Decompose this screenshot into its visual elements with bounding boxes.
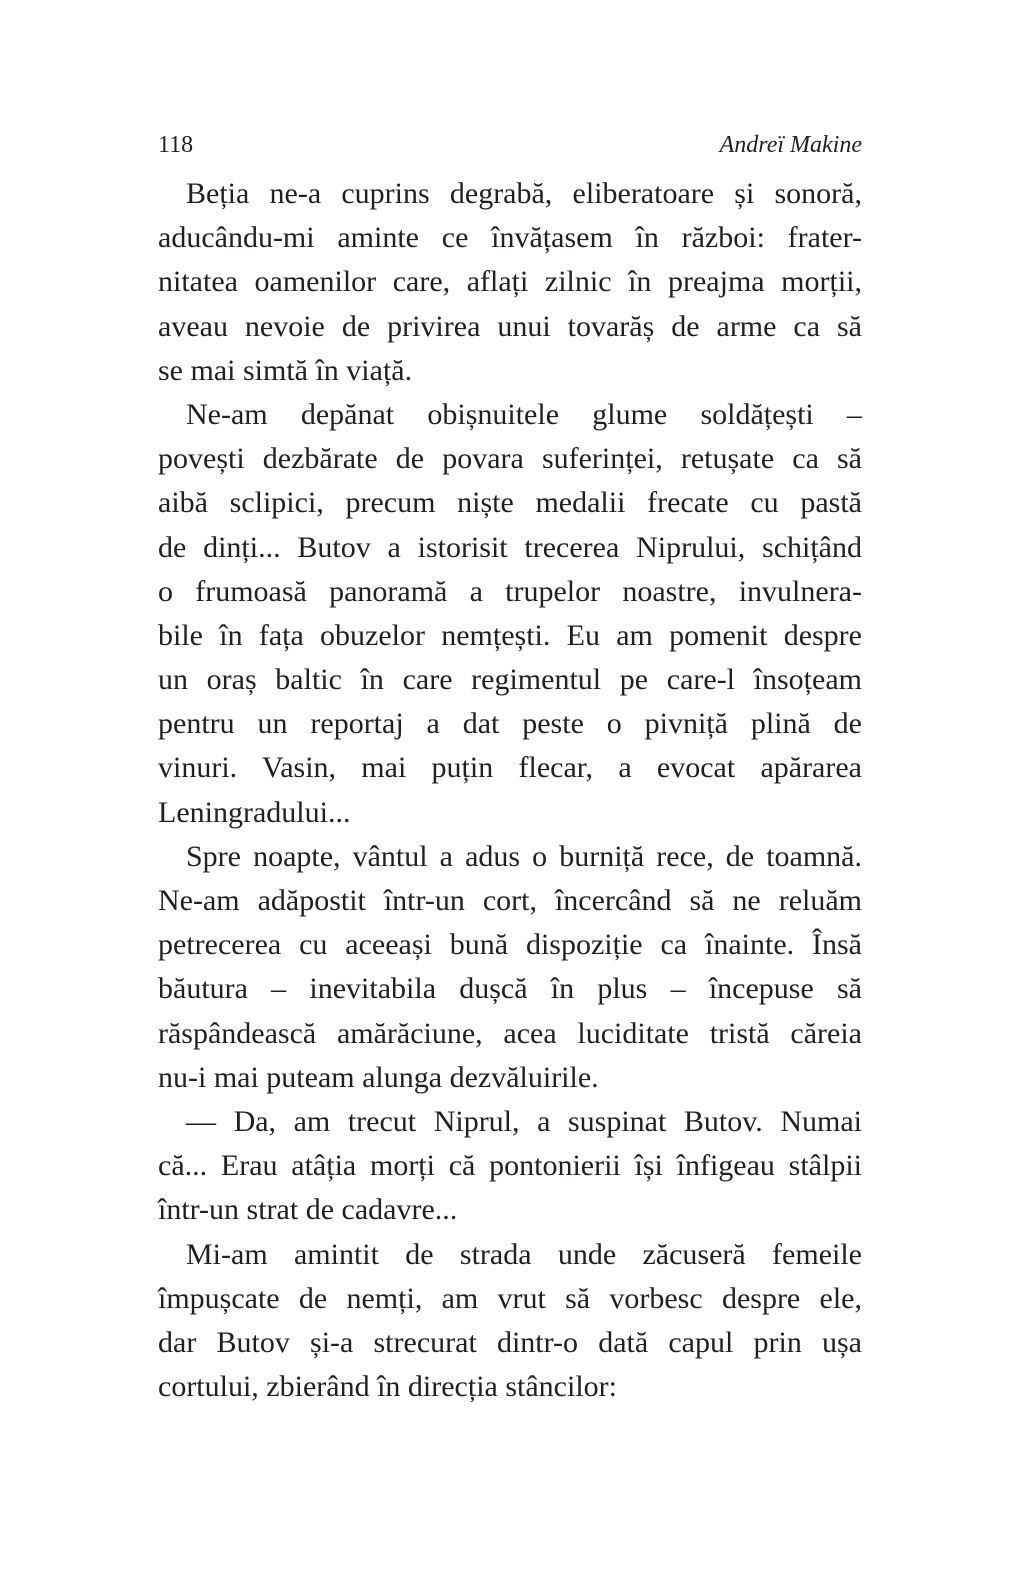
running-header bbox=[158, 132, 862, 168]
text-line: Ne-am depănat obișnuitele glume soldățești – bbox=[186, 397, 862, 431]
page-number: 118 bbox=[158, 132, 194, 158]
text-line: bile în fața obuzelor nemțești. Eu am pomenit despre bbox=[158, 618, 862, 652]
text-line: Beția ne-a cuprins degrabă, eliberatoare și sonoră, bbox=[186, 177, 862, 210]
text-line: că... Erau atâția morți că pontonierii își înfigeau stâlpii bbox=[158, 1149, 862, 1183]
text-line: băutura – inevitabila dușcă în plus – începuse să bbox=[158, 972, 862, 1006]
paragraph bbox=[158, 172, 862, 393]
text-line: Ne-am adăpostit într-un cort, încercând să ne reluăm bbox=[158, 884, 862, 917]
text-line: Mi-am amintit de strada unde zăcuseră femeile bbox=[186, 1237, 862, 1271]
text-line: cortului, zbierând în direcția stâncilor: bbox=[158, 1370, 617, 1404]
text-line: vinuri. Vasin, mai puțin flecar, a evocat apărarea bbox=[158, 751, 862, 785]
text-line: petrecerea cu aceeași bună dispoziție ca înainte. Însă bbox=[158, 928, 862, 962]
text-line: Leningradului... bbox=[158, 795, 351, 829]
page-body bbox=[158, 172, 862, 1409]
text-line: Spre noapte, vântul a adus o burniță rece, de toamnă. bbox=[186, 839, 862, 873]
text-line: povești dezbărate de povara suferinței, retușate ca să bbox=[158, 442, 862, 476]
text-line: răspândească amărăciune, acea luciditate tristă căreia bbox=[158, 1016, 862, 1050]
paragraph bbox=[158, 1100, 862, 1233]
paragraph bbox=[158, 1233, 862, 1410]
text-line: o frumoasă panoramă a trupelor noastre, invulnera- bbox=[158, 574, 862, 608]
text-line: aibă sclipici, precum niște medalii frecate cu pastă bbox=[158, 486, 862, 520]
paragraph bbox=[158, 835, 862, 1100]
running-header-author: Andreï Makine bbox=[719, 132, 862, 158]
text-line: aducându-mi aminte ce învățasem în război: frater- bbox=[158, 221, 862, 255]
text-line: într-un strat de cadavre... bbox=[158, 1193, 458, 1227]
text-line: — Da, am trecut Niprul, a suspinat Butov. Numai bbox=[186, 1104, 862, 1138]
text-line: de dinți... Butov a istorisit trecerea Niprului, schițând bbox=[158, 530, 862, 564]
text-line: nu-i mai puteam alunga dezvăluirile. bbox=[158, 1060, 599, 1094]
text-line: se mai simtă în viață. bbox=[158, 353, 413, 387]
text-line: dar Butov și-a strecurat dintr-o dată capul prin ușa bbox=[158, 1325, 862, 1359]
text-line: pentru un reportaj a dat peste o pivniță plină de bbox=[158, 707, 862, 741]
text-line: nitatea oamenilor care, aflați zilnic în preajma morții, bbox=[158, 265, 862, 299]
text-line: aveau nevoie de privirea unui tovarăș de arme ca să bbox=[158, 309, 862, 343]
text-line: împușcate de nemți, am vrut să vorbesc despre ele, bbox=[158, 1281, 862, 1315]
paragraph bbox=[158, 393, 862, 835]
text-line: un oraș baltic în care regimentul pe care-l însoțeam bbox=[158, 663, 862, 697]
